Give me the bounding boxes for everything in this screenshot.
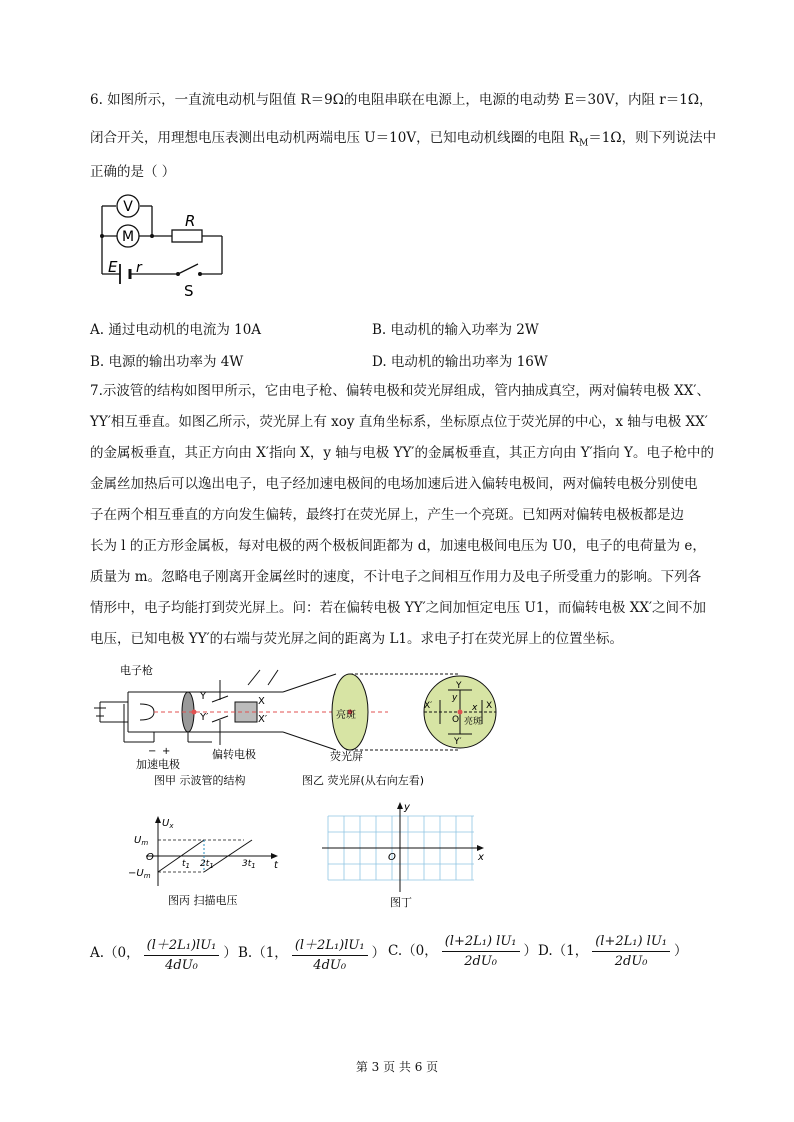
ding-origin: O	[388, 852, 396, 863]
fig-yi-ylab: y	[452, 693, 458, 703]
fig-yi-caption: 图乙 荧光屏(从右向左看)	[302, 774, 425, 787]
gun-label: 电子枪	[120, 664, 153, 677]
minus-label: −	[148, 746, 157, 757]
q7-line-2: YY′相互垂直。如图乙所示，荧光屏上有 xoy 直角坐标系，坐标原点位于荧光屏的中心，x 轴与电极 XX′	[90, 414, 708, 430]
q7-option-b: B.（1， $\frac{\text{(l＋2L₁)lU₁}}{\text{4dU₀}}$ ）	[238, 934, 385, 973]
fig-yi-xlab: x	[472, 703, 478, 713]
accel-label: 加速电极	[136, 758, 180, 771]
resistor-shape	[172, 230, 202, 242]
switch-label: S	[184, 282, 194, 300]
x-plate-label: X	[258, 696, 265, 707]
q7-line-3: 的金属板垂直，其正方向由 X′指向 X，y 轴与电极 YY′的金属板垂直，其正方向由 Y′指向 Y。电子枪中的	[90, 445, 714, 461]
bing-t3-label: $3t_1$	[242, 859, 256, 870]
q6-line-2	[90, 126, 716, 149]
fig-bing-caption: 图丙 扫描电压	[168, 894, 238, 907]
bing-origin: O	[146, 852, 154, 863]
figure-jia-yi	[88, 660, 528, 790]
q7-option-c: C.（0， $\frac{\text{(l+2L₁) lU₁}}{\text{2dU₀}}$ ）	[388, 934, 538, 969]
spot-label: 亮斑	[336, 710, 356, 721]
resistor-label: R	[185, 212, 196, 230]
q7-line-6: 长为 l 的正方形金属板，每对电极的两个极板间距都为 d，加速电极间电压为 U0，电子的电荷量为 e，	[90, 538, 706, 554]
q6-line-1: 6. 如图所示，一直流电动机与阻值 R＝9Ω的电阻串联在电源上，电源的电动势 E＝30V，内阻 r＝1Ω，	[90, 92, 713, 108]
x-prime-plate-label: X′	[258, 714, 268, 725]
motor-label: M	[121, 229, 135, 245]
q7-option-d: D.（1， $\frac{\text{(l+2L₁) lU₁}}{\text{2dU₀}}$ ）	[538, 934, 688, 969]
figure-ding	[318, 798, 488, 914]
bing-neg-um-label: $-U_m$	[128, 868, 151, 880]
q7-line-4: 金属丝加热后可以逸出电子，电子经加速电极间的电场加速后进入偏转电极间，两对偏转电极分别使电	[90, 476, 698, 492]
q7-option-a: A.（0， $\frac{\text{(l＋2L₁)lU₁}}{\text{4dU₀}}$ ）	[90, 934, 237, 973]
q6-circuit-diagram	[90, 190, 230, 302]
q7-line-5: 子在两个相互垂直的方向发生偏转，最终打在荧光屏上，产生一个亮斑。已知两对偏转电极板都是边	[90, 507, 684, 523]
fig-yi-x-prime: X′	[424, 701, 433, 711]
q6-line-2-text: 闭合开关，用理想电压表测出电动机两端电压 U＝10V，已知电动机线圈的电阻 R	[90, 130, 580, 146]
fig-yi-spot2: 亮斑	[464, 717, 483, 727]
y-plate-label: Y	[200, 691, 207, 702]
q7-line-1: 7.示波管的结构如图甲所示，它由电子枪、偏转电极和荧光屏组成，管内抽成真空，两对偏转电极 XX′、	[90, 383, 710, 399]
internal-resistance-label: r	[136, 260, 142, 276]
bing-um-label: $U_m$	[134, 835, 149, 847]
fig-yi-y: Y	[456, 681, 462, 691]
fig-yi-origin: O	[452, 715, 460, 725]
figure-bing	[124, 812, 294, 912]
q6-line-3: 正确的是（ ）	[90, 164, 176, 180]
q6-option-d: D. 电动机的输出功率为 16W	[372, 354, 548, 370]
fig-jia-caption: 图甲 示波管的结构	[154, 774, 246, 787]
q6-option-b: B. 电动机的输入功率为 2W	[372, 322, 539, 338]
q6-rm-subscript: M	[579, 138, 589, 149]
fig-ding-caption: 图丁	[390, 896, 412, 909]
bing-t-axis: t	[274, 860, 278, 871]
page-footer: 第 3 页 共 6 页	[355, 1060, 439, 1074]
q7-line-9: 电压，已知电极 YY′的右端与荧光屏之间的距离为 L1。求电子打在荧光屏上的位置坐标。	[90, 631, 624, 647]
emf-label: E	[108, 258, 118, 276]
q6-option-a: A. 通过电动机的电流为 10A	[90, 322, 262, 338]
bing-t2-label: $2t_1$	[200, 859, 214, 870]
deflect-label: 偏转电极	[212, 748, 256, 761]
ding-x-label: x	[478, 852, 484, 863]
fig-yi-x: X	[486, 701, 493, 711]
q7-line-8: 情形中，电子均能打到荧光屏上。问：若在偏转电极 YY′之间加恒定电压 U1，而偏转电极 XX′之间不加	[90, 600, 707, 616]
voltmeter-label: V	[123, 199, 133, 215]
ding-y-label: y	[404, 802, 410, 813]
fig-yi-y-prime: Y′	[454, 737, 462, 747]
q6-option-c: B. 电源的输出功率为 4W	[90, 354, 244, 370]
y-prime-plate-label: Y′	[200, 712, 209, 723]
q6-line-2-tail: ＝1Ω，则下列说法中	[588, 130, 717, 146]
plus-label: +	[162, 746, 171, 757]
bing-t1-label: $t_1$	[182, 859, 190, 870]
screen-label: 荧光屏	[330, 750, 363, 763]
bing-ux-label: $U_x$	[162, 818, 174, 830]
q7-line-7: 质量为 m。忽略电子刚离开金属丝时的速度，不计电子之间相互作用力及电子所受重力的影响。下列各	[90, 569, 702, 585]
